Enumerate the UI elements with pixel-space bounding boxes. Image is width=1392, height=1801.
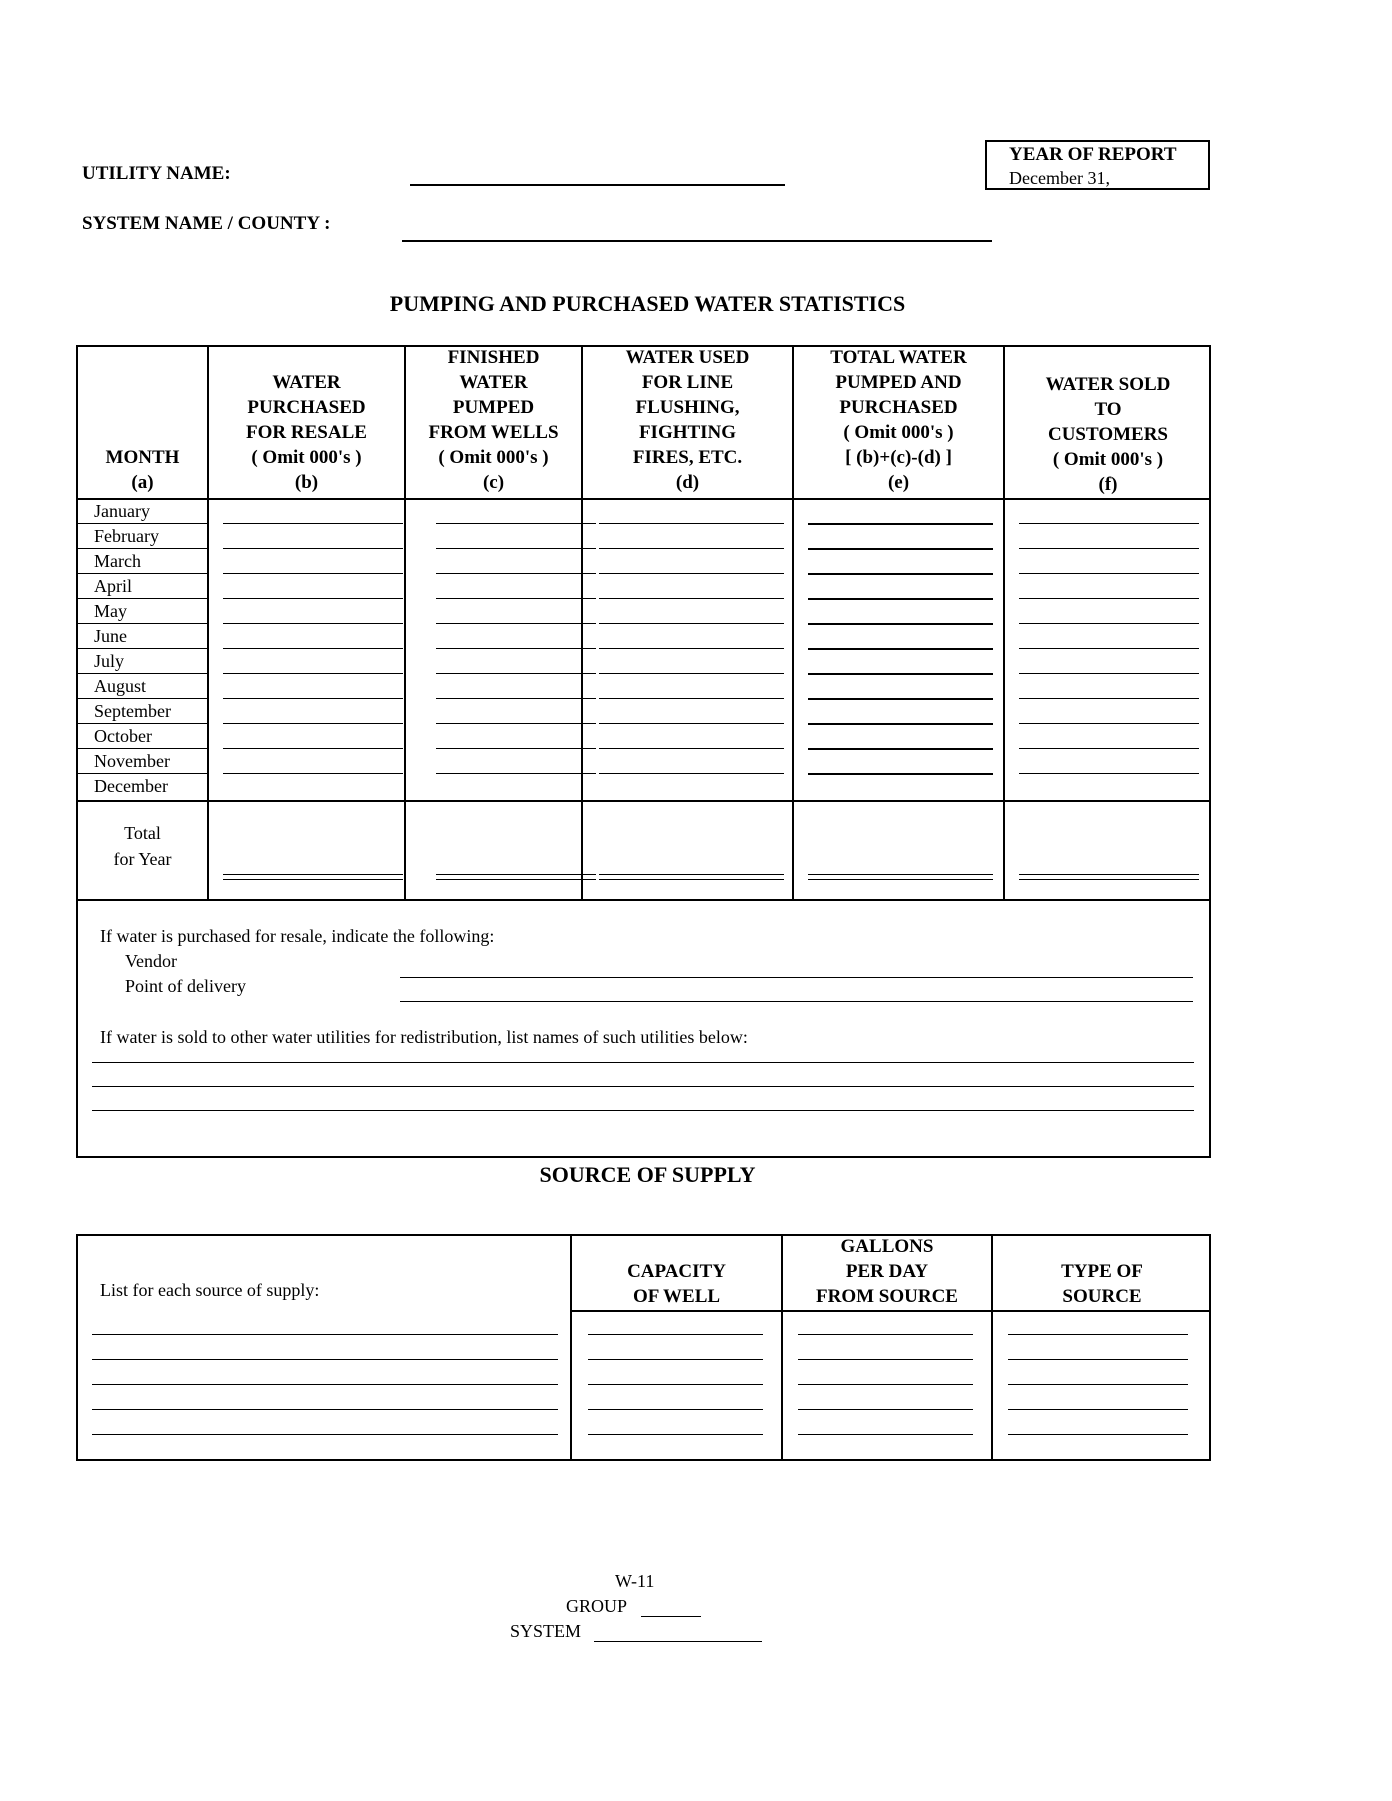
- month-row-divider: [78, 598, 207, 599]
- month-value-field[interactable]: [1019, 673, 1199, 674]
- header-line: WATER USED: [625, 347, 750, 368]
- source-field[interactable]: [1008, 1409, 1188, 1410]
- system-name-field[interactable]: [402, 240, 992, 242]
- month-value-field[interactable]: [808, 573, 993, 575]
- month-value-field[interactable]: [1019, 748, 1199, 749]
- total-value-field: [599, 879, 784, 880]
- month-value-field[interactable]: [223, 598, 403, 599]
- month-value-field[interactable]: [1019, 648, 1199, 649]
- header-line: CAPACITY: [627, 1261, 726, 1282]
- month-value-field[interactable]: [436, 573, 596, 574]
- source-field[interactable]: [1008, 1384, 1188, 1385]
- month-value-field[interactable]: [599, 548, 784, 549]
- month-value-field[interactable]: [223, 523, 403, 524]
- total-value-field[interactable]: [808, 874, 993, 875]
- header-line: CUSTOMERS: [1047, 424, 1168, 445]
- header-line: ( Omit 000's ): [251, 447, 362, 468]
- month-label: March: [94, 551, 141, 571]
- source-field[interactable]: [92, 1384, 558, 1385]
- header-line: FIRES, ETC.: [632, 447, 743, 468]
- column-header-gallons: [783, 1234, 991, 1309]
- vendor-label: Vendor: [125, 951, 177, 971]
- source-field[interactable]: [588, 1409, 763, 1410]
- month-value-field[interactable]: [436, 698, 596, 699]
- month-value-field[interactable]: [599, 598, 784, 599]
- header-line: FIGHTING: [638, 422, 737, 443]
- month-value-field[interactable]: [808, 523, 993, 525]
- year-of-report-title: YEAR OF REPORT: [1009, 144, 1177, 165]
- month-value-field[interactable]: [223, 573, 403, 574]
- header-line: (e): [887, 472, 910, 493]
- month-value-field[interactable]: [223, 623, 403, 624]
- column-header-purchased: [209, 370, 404, 495]
- total-value-field[interactable]: [223, 874, 403, 875]
- source-field[interactable]: [798, 1359, 973, 1360]
- source-field[interactable]: [1008, 1334, 1188, 1335]
- total-for-year-label: [78, 820, 207, 872]
- month-label: October: [94, 726, 152, 746]
- month-value-field[interactable]: [599, 748, 784, 749]
- system-name-label: SYSTEM NAME / COUNTY :: [82, 213, 331, 234]
- month-value-field[interactable]: [436, 648, 596, 649]
- source-of-supply-table: [76, 1234, 1211, 1461]
- month-value-field[interactable]: [223, 673, 403, 674]
- month-value-field[interactable]: [808, 748, 993, 750]
- month-value-field[interactable]: [436, 773, 596, 774]
- month-value-field[interactable]: [1019, 698, 1199, 699]
- header-line: WATER: [459, 372, 528, 393]
- header-line: PER DAY: [845, 1261, 929, 1282]
- month-value-field[interactable]: [599, 623, 784, 624]
- source-field[interactable]: [1008, 1359, 1188, 1360]
- month-value-field[interactable]: [223, 773, 403, 774]
- month-value-field[interactable]: [436, 523, 596, 524]
- pumping-statistics-table: [76, 345, 1211, 1158]
- list-source-label: List for each source of supply:: [100, 1280, 320, 1300]
- total-divider: [78, 800, 1211, 802]
- month-value-field[interactable]: [436, 673, 596, 674]
- header-line: PURCHASED: [839, 397, 958, 418]
- source-field[interactable]: [588, 1334, 763, 1335]
- month-label: September: [94, 701, 171, 721]
- month-label: May: [94, 601, 127, 621]
- month-value-field[interactable]: [808, 623, 993, 625]
- month-value-field[interactable]: [599, 698, 784, 699]
- source-field[interactable]: [92, 1434, 558, 1435]
- year-of-report-value: December 31,: [1009, 168, 1110, 188]
- column-header-type: [993, 1259, 1211, 1309]
- total-value-field: [436, 879, 596, 880]
- total-label-line2: for Year: [113, 849, 172, 869]
- header-line: [ (b)+(c)-(d) ]: [845, 447, 952, 468]
- month-value-field[interactable]: [599, 573, 784, 574]
- month-value-field[interactable]: [1019, 573, 1199, 574]
- month-value-field[interactable]: [223, 723, 403, 724]
- source-field[interactable]: [1008, 1434, 1188, 1435]
- month-value-field[interactable]: [1019, 548, 1199, 549]
- total-value-field[interactable]: [436, 874, 596, 875]
- header-line: (f): [1098, 474, 1118, 495]
- year-of-report-box: [985, 140, 1210, 190]
- month-value-field[interactable]: [1019, 598, 1199, 599]
- page-code: W-11: [615, 1571, 655, 1591]
- header-line: ( Omit 000's ): [1052, 449, 1164, 470]
- point-of-delivery-label: Point of delivery: [125, 976, 246, 996]
- utility-name-label: UTILITY NAME:: [82, 163, 231, 184]
- header-line: FOR RESALE: [246, 422, 367, 443]
- pumping-title: PUMPING AND PURCHASED WATER STATISTICS: [389, 291, 906, 316]
- utility-name-field[interactable]: [410, 184, 785, 186]
- source-field[interactable]: [92, 1334, 558, 1335]
- header-line: (b): [294, 472, 319, 493]
- month-value-field[interactable]: [1019, 773, 1199, 774]
- column-header-finished: [406, 345, 581, 495]
- month-label: August: [94, 676, 147, 696]
- month-value-field[interactable]: [599, 648, 784, 649]
- group-label: GROUP: [566, 1596, 628, 1616]
- month-row-divider: [78, 698, 207, 699]
- month-row-divider: [78, 548, 207, 549]
- month-value-field[interactable]: [436, 623, 596, 624]
- point-of-delivery-field[interactable]: [400, 1001, 1193, 1002]
- source-field[interactable]: [798, 1409, 973, 1410]
- total-label-line1: Total: [124, 823, 161, 843]
- month-row-divider: [78, 648, 207, 649]
- header-line: TYPE OF: [1061, 1261, 1143, 1282]
- month-value-field[interactable]: [808, 548, 993, 550]
- notes-divider: [78, 899, 1211, 901]
- utility-name-line[interactable]: [92, 1110, 1194, 1111]
- sold-note: If water is sold to other water utilities for redistribution, list names of such utilities below:: [100, 1027, 748, 1047]
- header-line: FINISHED: [447, 347, 540, 368]
- month-value-field[interactable]: [599, 523, 784, 524]
- source-field[interactable]: [798, 1334, 973, 1335]
- header-line: FROM WELLS: [428, 422, 559, 443]
- month-label: December: [94, 776, 168, 796]
- header-line: PUMPED AND: [835, 372, 962, 393]
- header-line: FLUSHING,: [635, 397, 740, 418]
- utility-name-line[interactable]: [92, 1086, 1194, 1087]
- month-value-field[interactable]: [599, 723, 784, 724]
- header-line: MONTH: [105, 447, 180, 468]
- utility-name-line[interactable]: [92, 1062, 1194, 1063]
- month-value-field[interactable]: [223, 548, 403, 549]
- month-value-field[interactable]: [808, 723, 993, 725]
- month-value-field[interactable]: [1019, 523, 1199, 524]
- source-field[interactable]: [92, 1359, 558, 1360]
- month-label: April: [94, 576, 132, 596]
- header-line: (a): [131, 472, 154, 493]
- source-field[interactable]: [798, 1384, 973, 1385]
- month-value-field[interactable]: [808, 648, 993, 650]
- column-header-capacity: [572, 1259, 781, 1309]
- month-row-divider: [78, 523, 207, 524]
- header-line: WATER SOLD: [1045, 374, 1171, 395]
- month-row-divider: [78, 573, 207, 574]
- header-line: (d): [675, 472, 700, 493]
- source-field[interactable]: [798, 1434, 973, 1435]
- source-field[interactable]: [588, 1359, 763, 1360]
- header-line: TOTAL WATER: [830, 347, 967, 368]
- header-line: OF WELL: [632, 1286, 721, 1307]
- header-line: GALLONS: [840, 1236, 934, 1257]
- header-line: FOR LINE: [641, 372, 734, 393]
- month-value-field[interactable]: [808, 673, 993, 675]
- month-value-field[interactable]: [436, 548, 596, 549]
- month-label: January: [94, 501, 150, 521]
- column-header-used: [583, 345, 792, 495]
- header-line: ( Omit 000's ): [438, 447, 549, 468]
- month-value-field[interactable]: [808, 598, 993, 600]
- month-row-divider: [78, 748, 207, 749]
- header-line: TO: [1094, 399, 1122, 420]
- column-header-month: [78, 445, 207, 495]
- total-value-field: [808, 879, 993, 880]
- month-value-field[interactable]: [599, 673, 784, 674]
- month-value-field[interactable]: [223, 698, 403, 699]
- month-label: February: [94, 526, 159, 546]
- month-value-field[interactable]: [436, 723, 596, 724]
- source-field[interactable]: [588, 1384, 763, 1385]
- column-header-sold: [1005, 372, 1211, 497]
- month-value-field[interactable]: [599, 773, 784, 774]
- month-row-divider: [78, 673, 207, 674]
- source-field[interactable]: [92, 1409, 558, 1410]
- header-line: WATER: [272, 372, 341, 393]
- header-line: (c): [482, 472, 505, 493]
- month-row-divider: [78, 623, 207, 624]
- month-value-field[interactable]: [1019, 723, 1199, 724]
- total-value-field: [1019, 879, 1199, 880]
- total-value-field: [223, 879, 403, 880]
- month-label: July: [94, 651, 125, 671]
- source-title: SOURCE OF SUPPLY: [539, 1162, 756, 1187]
- month-value-field[interactable]: [808, 773, 993, 775]
- column-header-total: [794, 345, 1003, 495]
- month-value-field[interactable]: [223, 748, 403, 749]
- header-line: ( Omit 000's ): [843, 422, 954, 443]
- month-label: June: [94, 626, 127, 646]
- system-field[interactable]: [594, 1641, 762, 1642]
- source-field[interactable]: [588, 1434, 763, 1435]
- month-value-field[interactable]: [436, 748, 596, 749]
- system-label: SYSTEM: [510, 1621, 582, 1641]
- month-row-divider: [78, 723, 207, 724]
- total-value-field[interactable]: [599, 874, 784, 875]
- header-line: FROM SOURCE: [816, 1286, 958, 1307]
- header-line: PURCHASED: [247, 397, 366, 418]
- month-label: November: [94, 751, 170, 771]
- header-divider: [570, 1310, 1211, 1312]
- month-value-field[interactable]: [436, 598, 596, 599]
- month-value-field[interactable]: [1019, 623, 1199, 624]
- total-value-field[interactable]: [1019, 874, 1199, 875]
- month-row-divider: [78, 773, 207, 774]
- purchased-note: If water is purchased for resale, indicate the following:: [100, 926, 495, 946]
- group-field[interactable]: [641, 1616, 701, 1617]
- month-value-field[interactable]: [223, 648, 403, 649]
- header-divider: [78, 498, 1211, 500]
- header-line: PUMPED: [452, 397, 535, 418]
- header-line: SOURCE: [1062, 1286, 1142, 1307]
- month-value-field[interactable]: [808, 698, 993, 700]
- vendor-field[interactable]: [400, 977, 1193, 978]
